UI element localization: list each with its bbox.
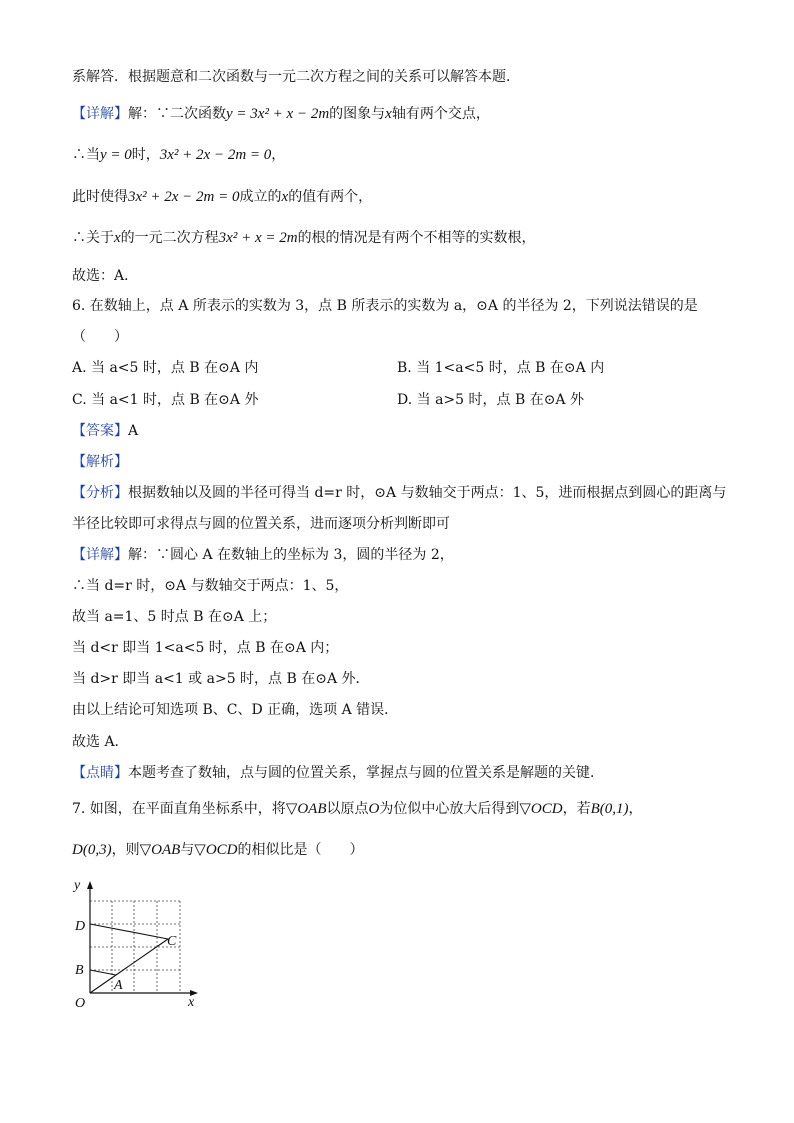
text-span: 时， bbox=[131, 147, 160, 163]
answer-value: A bbox=[128, 423, 139, 439]
label-y: y bbox=[74, 878, 81, 893]
math-expression: 3x² + 2x − 2m = 0 bbox=[128, 189, 240, 205]
text-line bbox=[72, 763, 604, 783]
option-d: D. 当 a>5 时，点 B 在⊙A 外 bbox=[397, 392, 584, 408]
text-span: ∴当 bbox=[72, 147, 100, 163]
section-tag: 【点睛】 bbox=[72, 765, 128, 781]
text-span: 解：∵二次函数 bbox=[128, 106, 226, 122]
section-tag: 【详解】 bbox=[72, 547, 128, 563]
text-line: ∴当 d=r 时，⊙A 与数轴交于两点：1、5， bbox=[72, 578, 349, 594]
math-variable: O bbox=[368, 801, 380, 817]
option-a: A. 当 a<5 时，点 B 在⊙A 内 bbox=[72, 360, 259, 376]
question-6-stem: 6. 在数轴上，点 A 所表示的实数为 3，点 B 所表示的实数为 a，⊙A 的半径为 2，下列说法错误的是 bbox=[72, 298, 698, 314]
text-span: 的根的情况是有两个不相等的实数根， bbox=[297, 230, 536, 246]
label-b: B bbox=[75, 963, 84, 978]
text-span: 根据数轴以及圆的半径可得当 d=r 时，⊙A 与数轴交于两点：1、5，进而根据点到圆心的距离与 bbox=[128, 485, 727, 501]
text-span: 此时使得 bbox=[72, 189, 128, 205]
triangle-ocd bbox=[90, 924, 168, 993]
math-expression: B(0,1) bbox=[590, 801, 629, 817]
section-tag: 【分析】 bbox=[72, 485, 128, 501]
answer-line bbox=[72, 421, 138, 441]
text-line bbox=[72, 452, 128, 472]
text-span: 成立的 bbox=[239, 189, 282, 205]
math-expression: ▽OAB bbox=[139, 842, 181, 858]
text-span: ， bbox=[628, 801, 643, 817]
text-span: 与 bbox=[180, 842, 195, 858]
question-7-stem bbox=[72, 799, 642, 819]
label-x: x bbox=[188, 995, 195, 1010]
math-expression: 3x² + x = 2m bbox=[218, 230, 298, 246]
label-c: C bbox=[167, 934, 177, 949]
text-line: 当 d>r 即当 a<1 或 a>5 时，点 B 在⊙A 外． bbox=[72, 671, 370, 687]
y-axis-arrow bbox=[87, 881, 93, 889]
label-o: O bbox=[75, 996, 86, 1011]
option-c: C. 当 a<1 时，点 B 在⊙A 外 bbox=[72, 392, 259, 408]
text-span: 本题考查了数轴，点与圆的位置关系，掌握点与圆的位置关系是解题的关键． bbox=[128, 765, 604, 781]
math-expression: y = 3x² + x − 2m bbox=[226, 106, 330, 122]
text-span: 为位似中心放大后得到 bbox=[379, 801, 520, 817]
text-span: 的图象与 bbox=[329, 106, 386, 122]
text-line bbox=[72, 104, 490, 124]
math-expression: y = 0 bbox=[100, 147, 132, 163]
math-variable: x bbox=[114, 230, 121, 246]
text-line: 故选 A． bbox=[72, 734, 129, 750]
text-line: 系解答．根据题意和二次函数与一元二次方程之间的关系可以解答本题． bbox=[72, 69, 520, 85]
label-a: A bbox=[114, 978, 123, 993]
text-span: 以原点 bbox=[326, 801, 369, 817]
math-expression: ▽OCD bbox=[194, 842, 238, 858]
text-line: 半径比较即可求得点与圆的位置关系，进而逐项分析判断即可 bbox=[72, 516, 450, 532]
math-variable: x bbox=[385, 106, 392, 122]
option-b: B. 当 1<a<5 时，点 B 在⊙A 内 bbox=[397, 360, 605, 376]
text-span: 的值有两个， bbox=[288, 189, 373, 205]
text-span: 7. 如图，在平面直角坐标系中，将 bbox=[72, 801, 286, 817]
text-line: 故当 a=1、5 时点 B 在⊙A 上； bbox=[72, 609, 277, 625]
section-tag: 【答案】 bbox=[72, 423, 128, 439]
text-span: ，若 bbox=[562, 801, 591, 817]
text-span: 解：∵圆心 A 在数轴上的坐标为 3，圆的半径为 2， bbox=[128, 547, 454, 563]
text-span: ∴关于 bbox=[72, 230, 114, 246]
section-tag: 【解析】 bbox=[72, 454, 128, 470]
coordinate-figure bbox=[70, 875, 210, 1015]
text-line bbox=[72, 483, 726, 503]
text-line: 由以上结论可知选项 B、C、D 正确，选项 A 错误． bbox=[72, 702, 399, 718]
math-variable: x bbox=[281, 189, 289, 205]
text-line: 故选：A． bbox=[72, 268, 139, 284]
math-expression: ▽OAB bbox=[285, 801, 327, 817]
label-d: D bbox=[75, 919, 86, 934]
math-expression: D(0,3) bbox=[72, 842, 112, 858]
text-line bbox=[72, 545, 454, 565]
section-tag: 【详解】 bbox=[72, 106, 128, 122]
text-span: 轴有两个交点， bbox=[391, 106, 490, 122]
text-span: ，则 bbox=[111, 842, 140, 858]
math-expression: ▽OCD bbox=[519, 801, 563, 817]
answer-bracket: （ ） bbox=[72, 329, 128, 345]
question-7-stem-cont bbox=[72, 840, 364, 860]
text-span: ， bbox=[271, 147, 286, 163]
text-span: 的相似比是（ ） bbox=[237, 842, 364, 858]
math-expression: 3x² + 2x − 2m = 0 bbox=[159, 147, 272, 163]
text-line bbox=[72, 145, 285, 165]
text-line bbox=[72, 187, 372, 207]
text-line bbox=[72, 228, 536, 248]
text-span: 的一元二次方程 bbox=[120, 230, 219, 246]
text-line: 当 d<r 即当 1<a<5 时，点 B 在⊙A 内； bbox=[72, 640, 339, 656]
